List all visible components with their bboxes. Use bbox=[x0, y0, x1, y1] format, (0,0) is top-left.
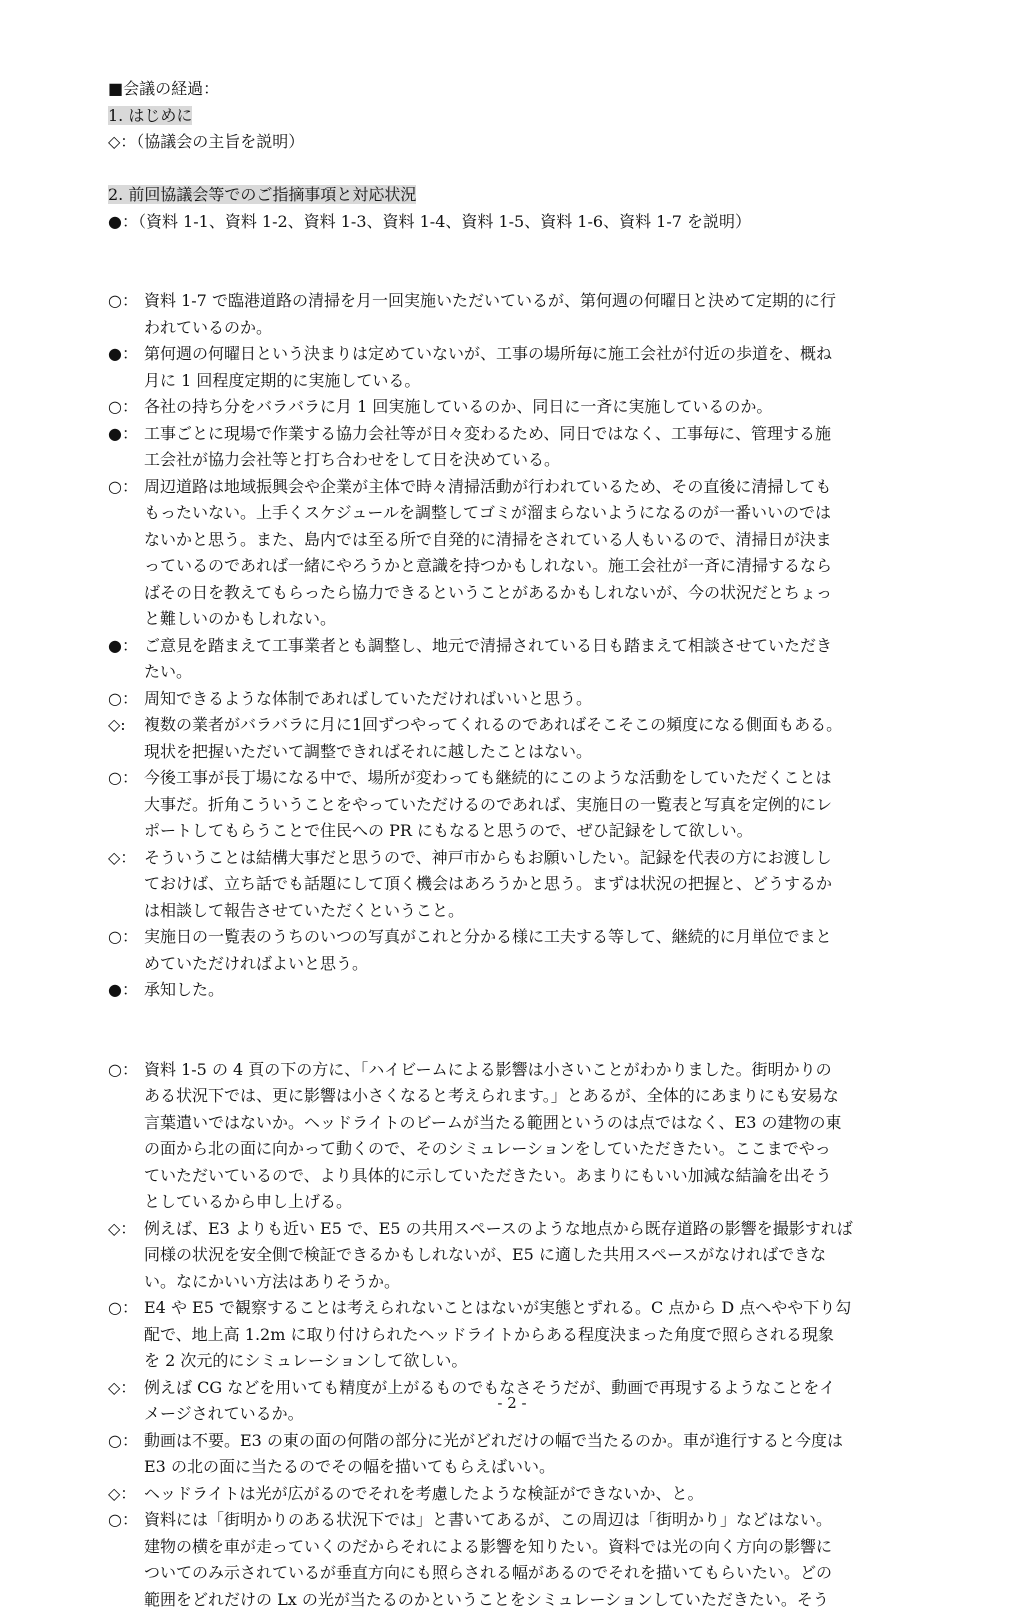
speaker-marker: ○： bbox=[108, 394, 144, 421]
discussion-item bbox=[108, 845, 920, 925]
statement-text: 例えば CG などを用いても精度が上がるものでもなさそうだが、動画で再現するようなことをイ メージされているか。 bbox=[144, 1375, 920, 1428]
discussion-item bbox=[108, 421, 920, 474]
statement-text: 資料 1-5 の 4 頁の下の方に、「ハイビームによる影響は小さいことがわかりました。街明かりの ある状況下では、更に影響は小さくなると考えられます。」とあるが、全体的にあまりにも安易な 言葉遣いではないか。ヘッドライトのビームが当たる範囲というのは点ではなく、E3 の建物の東 の面から北の面に向かって動くので、そのシミュレーションをしていただきたい。ここまでやっ ていただいているので、より具体的に示していただきたい。あまりにもいい加減な結論を出そう としているから申し上げる。 bbox=[144, 1057, 920, 1216]
speaker-marker: ◇： bbox=[108, 845, 144, 925]
statement-text: 資料 1-7 で臨港道路の清掃を月一回実施いただいているが、第何週の何曜日と決めて定期的に行 われているのか。 bbox=[144, 288, 920, 341]
speaker-marker: ●： bbox=[108, 977, 144, 1004]
discussion-item bbox=[108, 1481, 920, 1508]
speaker-marker: ●： bbox=[108, 633, 144, 686]
discussion-item bbox=[108, 977, 920, 1004]
statement-text: E4 や E5 で観察することは考えられないことはないが実態とずれる。C 点から D 点へやや下り勾 配で、地上高 1.2m に取り付けられたヘッドライトからある程度決まった角度で照らされる現象 を 2 次元的にシミュレーションして欲しい。 bbox=[144, 1295, 920, 1375]
discussion-item bbox=[108, 1057, 920, 1216]
discussion-item bbox=[108, 341, 920, 394]
discussion-item bbox=[108, 686, 920, 713]
speaker-marker: ◇: bbox=[108, 712, 144, 765]
section-2-note: ●：（資料 1-1、資料 1-2、資料 1-3、資料 1-4、資料 1-5、資料 1-6、資料 1-7 を説明） bbox=[108, 209, 920, 236]
statement-text: ヘッドライトは光が広がるのでそれを考慮したような検証ができないか、と。 bbox=[144, 1481, 920, 1508]
discussion-item bbox=[108, 394, 920, 421]
speaker-marker: ○： bbox=[108, 1295, 144, 1375]
discussion-block-headlight bbox=[108, 1057, 920, 1613]
minutes-heading: ■会議の経過： bbox=[108, 76, 920, 103]
statement-text: 資料には「街明かりのある状況下では」と書いてあるが、この周辺は「街明かり」などはない。 建物の横を車が走っていくのだからそれによる影響を知りたい。資料では光の向く方向の影響に ついてのみ示されているが垂直方向にも照らされる幅があるのでそれを描いてもらいたい。どの 範囲をどれだけの Lx の光が当たるのかということをシミュレーションしていただきたい。そう bbox=[144, 1507, 920, 1613]
section-1-note: ◇：（協議会の主旨を説明） bbox=[108, 129, 920, 156]
spacer bbox=[108, 235, 920, 288]
speaker-marker: ◇： bbox=[108, 1375, 144, 1428]
discussion-item bbox=[108, 765, 920, 845]
statement-text: 周知できるような体制であればしていただければいいと思う。 bbox=[144, 686, 920, 713]
statement-text: 実施日の一覧表のうちのいつの写真がこれと分かる様に工夫する等して、継続的に月単位でまと めていただければよいと思う。 bbox=[144, 924, 920, 977]
discussion-item bbox=[108, 1507, 920, 1613]
discussion-block-cleaning bbox=[108, 288, 920, 1004]
section-2-title: 2. 前回協議会等でのご指摘事項と対応状況 bbox=[108, 185, 416, 204]
speaker-marker: ○： bbox=[108, 1507, 144, 1613]
statement-text: 工事ごとに現場で作業する協力会社等が日々変わるため、同日ではなく、工事毎に、管理する施 工会社が協力会社等と打ち合わせをして日を決めている。 bbox=[144, 421, 920, 474]
speaker-marker: ○： bbox=[108, 686, 144, 713]
statement-text: 今後工事が長丁場になる中で、場所が変わっても継続的にこのような活動をしていただくことは 大事だ。折角こういうことをやっていただけるのであれば、実施日の一覧表と写真を定例的にレ ポートしてもらうことで住民への PR にもなると思うので、ぜひ記録をして欲しい。 bbox=[144, 765, 920, 845]
speaker-marker: ○： bbox=[108, 474, 144, 633]
discussion-item bbox=[108, 288, 920, 341]
statement-text: 第何週の何曜日という決まりは定めていないが、工事の場所毎に施工会社が付近の歩道を、概ね 月に 1 回程度定期的に実施している。 bbox=[144, 341, 920, 394]
statement-text: 各社の持ち分をバラバラに月 1 回実施しているのか、同日に一斉に実施しているのか。 bbox=[144, 394, 920, 421]
section-1-title: 1. はじめに bbox=[108, 106, 192, 125]
statement-text: 動画は不要。E3 の東の面の何階の部分に光がどれだけの幅で当たるのか。車が進行すると今度は E3 の北の面に当たるのでその幅を描いてもらえばいい。 bbox=[144, 1428, 920, 1481]
meeting-minutes-body bbox=[108, 76, 920, 1613]
speaker-marker: ●： bbox=[108, 421, 144, 474]
speaker-marker: ◇： bbox=[108, 1216, 144, 1296]
discussion-item bbox=[108, 712, 920, 765]
statement-text: ご意見を踏まえて工事業者とも調整し、地元で清掃されている日も踏まえて相談させていただき たい。 bbox=[144, 633, 920, 686]
speaker-marker: ●： bbox=[108, 341, 144, 394]
discussion-item bbox=[108, 474, 920, 633]
discussion-item bbox=[108, 1295, 920, 1375]
spacer bbox=[108, 156, 920, 183]
speaker-marker: ○： bbox=[108, 1428, 144, 1481]
statement-text: そういうことは結構大事だと思うので、神戸市からもお願いしたい。記録を代表の方にお渡しし ておけば、立ち話でも話題にして頂く機会はあろうかと思う。まずは状況の把握と、どうするか は相談して報告させていただくということ。 bbox=[144, 845, 920, 925]
speaker-marker: ○： bbox=[108, 288, 144, 341]
section-2-heading bbox=[108, 182, 920, 209]
discussion-item bbox=[108, 1216, 920, 1296]
section-1-heading bbox=[108, 103, 920, 130]
spacer bbox=[108, 1004, 920, 1057]
discussion-item bbox=[108, 1428, 920, 1481]
statement-text: 例えば、E3 よりも近い E5 で、E5 の共用スペースのような地点から既存道路の影響を撮影すれば 同様の状況を安全側で検証できるかもしれないが、E5 に適した共用スペースがなければできな い。なにかいい方法はありそうか。 bbox=[144, 1216, 920, 1296]
page-number: - 2 - bbox=[0, 1393, 1024, 1413]
discussion-item bbox=[108, 633, 920, 686]
speaker-marker: ◇： bbox=[108, 1481, 144, 1508]
speaker-marker: ○： bbox=[108, 765, 144, 845]
speaker-marker: ○： bbox=[108, 1057, 144, 1216]
statement-text: 承知した。 bbox=[144, 977, 920, 1004]
statement-text: 周辺道路は地域振興会や企業が主体で時々清掃活動が行われているため、その直後に清掃しても もったいない。上手くスケジュールを調整してゴミが溜まらないようになるのが一番いいのでは ないかと思う。また、島内では至る所で自発的に清掃をされている人もいるので、清掃日が決ま っているのであれば一緒にやろうかと意識を持つかもしれない。施工会社が一斉に清掃するなら ばその日を教えてもらったら協力できるということがあるかもしれないが、今の状況だとちょっ と難しいのかもしれない。 bbox=[144, 474, 920, 633]
statement-text: 複数の業者がバラバラに月に1回ずつやってくれるのであればそこそこの頻度になる側面もある。 現状を把握いただいて調整できればそれに越したことはない。 bbox=[144, 712, 920, 765]
discussion-item bbox=[108, 924, 920, 977]
speaker-marker: ○： bbox=[108, 924, 144, 977]
